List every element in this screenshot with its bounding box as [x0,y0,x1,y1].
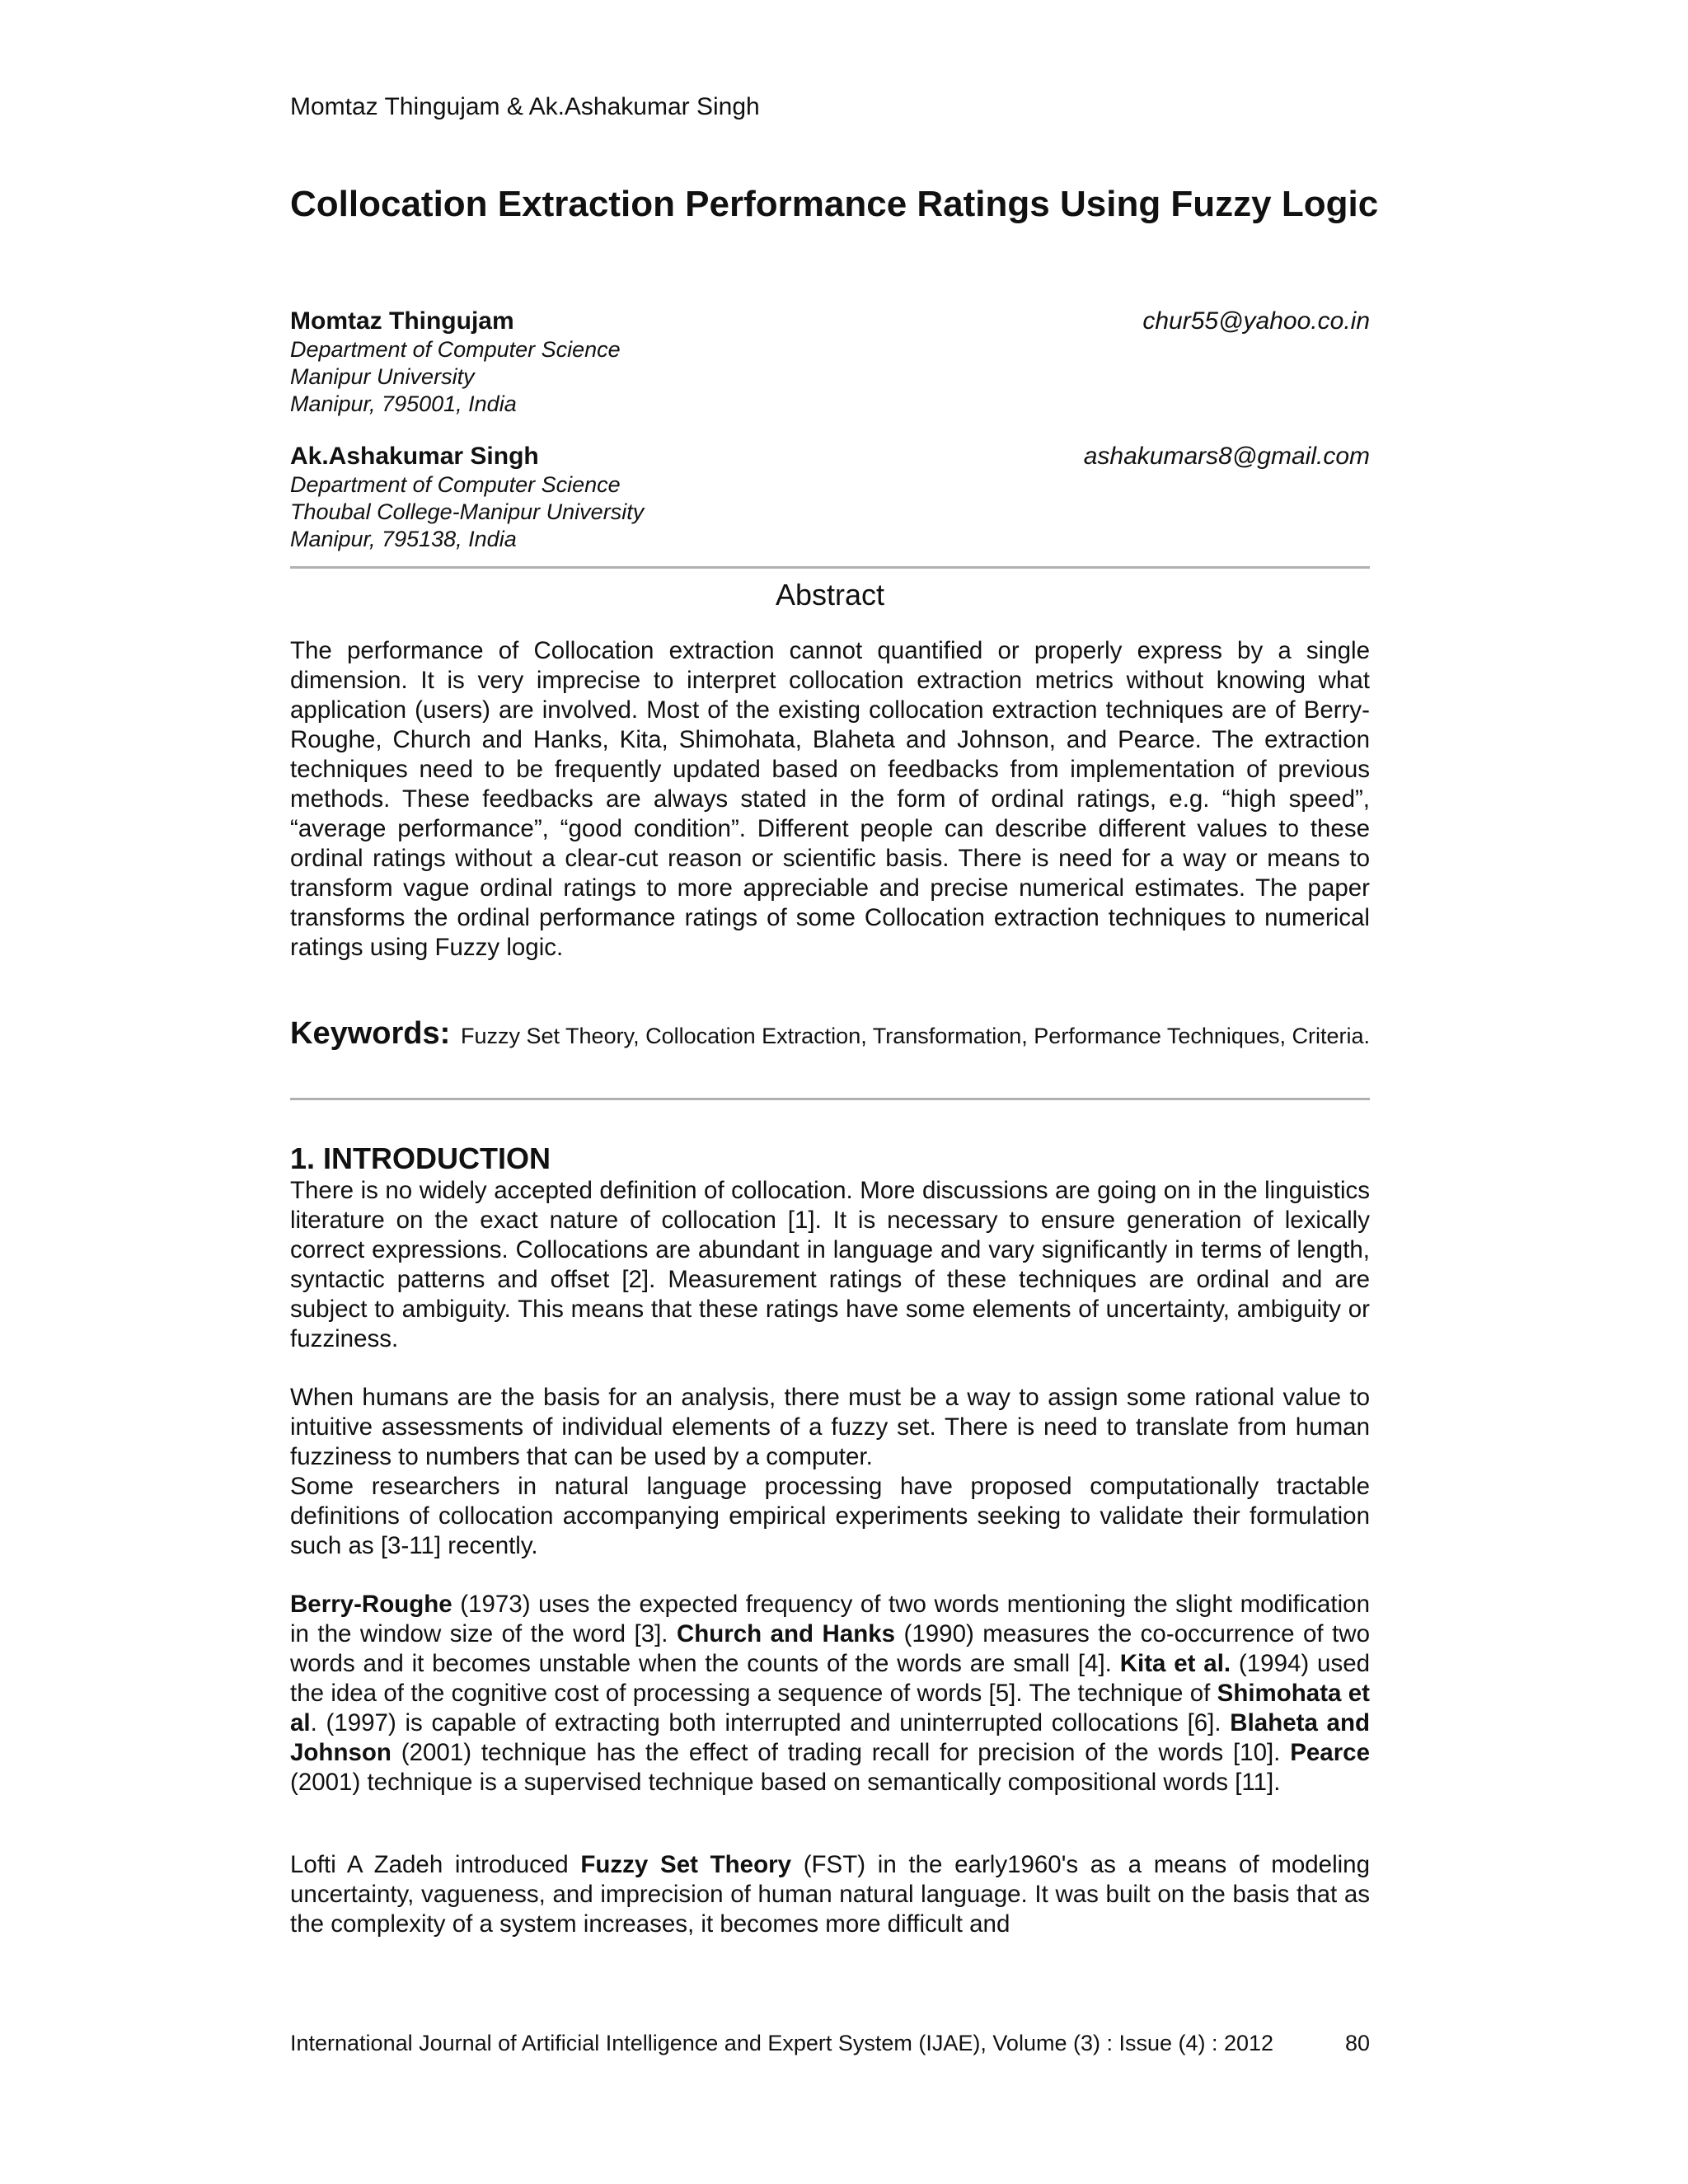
author-department: Department of Computer Science [290,472,621,497]
technique-name: Church and Hanks [676,1620,896,1647]
key-term: Fuzzy Set Theory [580,1851,791,1878]
author-block-1 [290,307,1370,418]
abstract-top-rule [290,566,1370,569]
author-email: chur55@yahoo.co.in [1142,307,1370,335]
author-institution: Manipur University [290,364,475,389]
technique-name: Blaheta and Johnson [290,1709,1370,1766]
text-run: (FST) in the early1960's as a means of modeling uncertainty, vagueness, and imprecision of human natural language. It was built on the basis that as the complexity of a system increases, it becomes more difficult and [290,1851,1370,1938]
intro-paragraph-1: There is no widely accepted definition of collocation. More discussions are going on in the linguistics literature on the exact nature of collocation [1]. It is necessary to ensure generation of lexically correct expressions. Collocations are abundant in language and vary significantly in terms of length, syntactic patterns and offset [2]. Measurement ratings of these techniques are ordinal and are subject to ambiguity. This means that these ratings have some elements of uncertainty, ambiguity or fuzziness. [290,1177,1370,1352]
text-run: (1973) uses the expected frequency of two words mentioning the slight modification in the window size of the word [3]. [290,1591,1370,1647]
section-heading-introduction: 1. INTRODUCTION [290,1141,551,1175]
intro-paragraph-3: Some researchers in natural language processing have proposed computationally tractable definitions of collocation accompanying empirical experiments seeking to validate their formulation such as [3-11] recently. [290,1473,1370,1559]
author-institution: Thoubal College-Manipur University [290,499,645,524]
author-department: Department of Computer Science [290,337,621,362]
intro-paragraph-4 [290,1590,1370,1797]
author-address: Manipur, 795138, India [290,527,517,551]
abstract-heading: Abstract [775,578,885,612]
keywords-text: Fuzzy Set Theory, Collocation Extraction, Transformation, Performance Techniques, Criteria. [461,1024,1370,1048]
keywords-label: Keywords: [290,1016,451,1051]
text-run: (1994) used the idea of the cognitive cost of processing a sequence of words [5]. The technique of [290,1650,1371,1707]
text-run: Lofti A Zadeh introduced [290,1851,581,1878]
author-name: Momtaz Thingujam [290,307,514,335]
keywords-bottom-rule [290,1098,1370,1100]
technique-name: Kita et al. [1119,1650,1231,1677]
journal-citation: International Journal of Artificial Intelligence and Expert System (IJAE), Volume (3) : Issue (4) : 2012 [290,2031,1274,2055]
author-email: ashakumars8@gmail.com [1083,443,1370,470]
page-footer [290,2029,1370,2057]
technique-name: Shimohata et al [290,1680,1370,1736]
paper-title: Collocation Extraction Performance Ratings Using Fuzzy Logic [290,184,1379,224]
intro-paragraph-2: When humans are the basis for an analysis, there must be a way to assign some rational value to intuitive assessments of individual elements of a fuzzy set. There is need to translate from human fuzziness to numbers that can be used by a computer. [290,1384,1370,1470]
page-number: 80 [1344,2031,1370,2055]
text-run: . (1997) is capable of extracting both interrupted and uninterrupted collocations [6]. [310,1709,1231,1736]
author-block-2 [290,442,1370,553]
text-run: (1990) measures the co-occurrence of two words and it becomes unstable when the counts of the words are small [4]. [290,1620,1370,1677]
abstract-text: The performance of Collocation extraction cannot quantified or properly express by a single dimension. It is very imprecise to interpret collocation extraction metrics without knowing what application (users) are involved. Most of the existing collocation extraction techniques are of Berry-Roughe, Church and Hanks, Kita, Shimohata, Blaheta and Johnson, and Pearce. The extraction techniques need to be frequently updated based on feedbacks from implementation of previous methods. These feedbacks are always stated in the form of ordinal ratings, e.g. “high speed”, “average performance”, “good condition”. Different people can describe different values to these ordinal ratings without a clear-cut reason or scientific basis. There is need for a way or means to transform vague ordinal ratings to more appreciable and precise numerical estimates. The paper transforms the ordinal performance ratings of some Collocation extraction techniques to numerical ratings using Fuzzy logic. [290,637,1370,961]
author-name: Ak.Ashakumar Singh [290,443,539,470]
keywords-block [290,1015,1370,1051]
text-run: (2001) technique is a supervised technique based on semantically compositional words [11]. [290,1769,1281,1796]
running-header: Momtaz Thingujam & Ak.Ashakumar Singh [290,93,760,120]
text-run: (2001) technique has the effect of trading recall for precision of the words [10]. [391,1739,1291,1766]
technique-name: Berry-Roughe [290,1591,452,1618]
intro-paragraph-5 [290,1850,1370,1939]
technique-name: Pearce [1290,1739,1370,1766]
author-address: Manipur, 795001, India [290,391,517,416]
